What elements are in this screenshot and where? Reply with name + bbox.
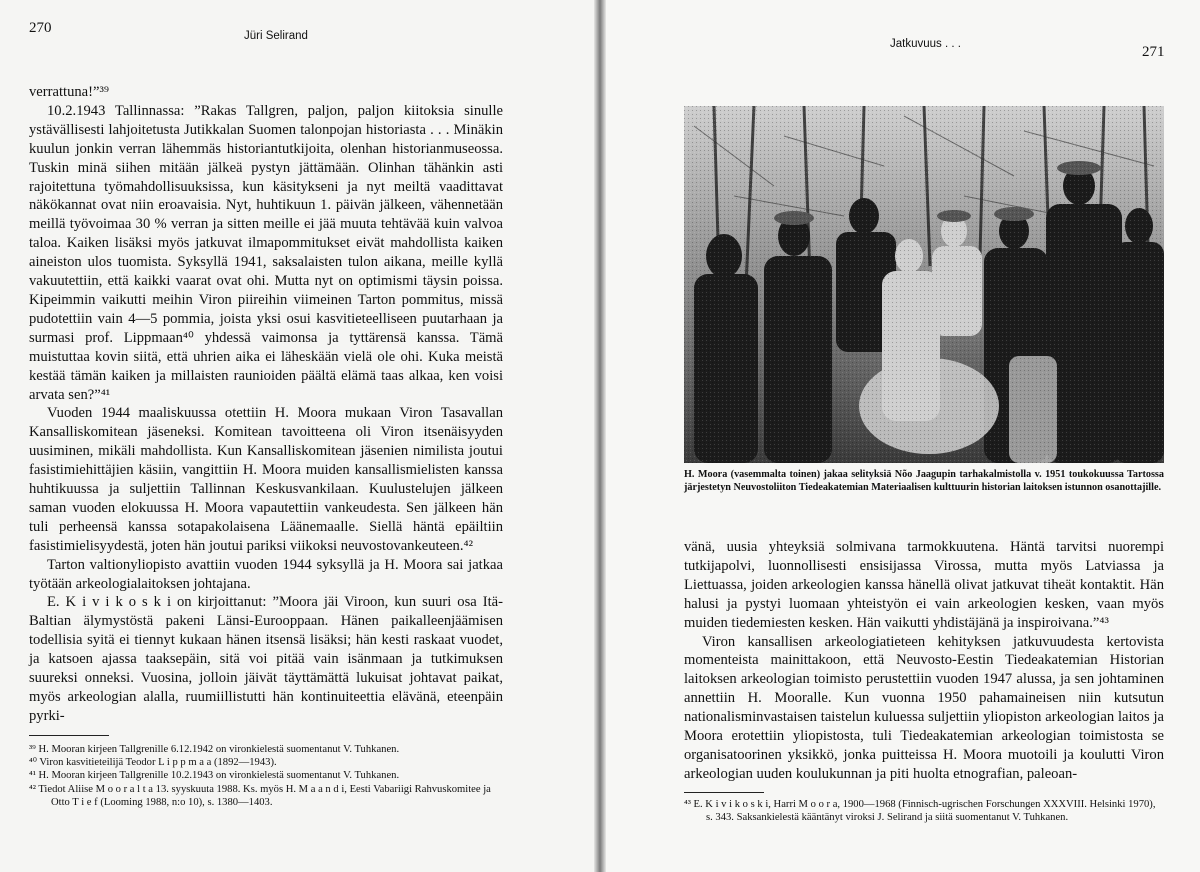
photo-caption: H. Moora (vasemmalta toinen) jakaa selityksiä Nõo Jaagupin tarhakalmistolla v. 1951 toukokuussa Tartossa järjestetyn Neuvostoliiton Tiedeakatemian Materiaalisen kulttuurin historian laitoksen istunnon osanottajille. (684, 469, 1164, 493)
footnote-rule (29, 735, 109, 736)
running-head: Jüri Selirand (244, 30, 308, 42)
paragraph: Vuoden 1944 maaliskuussa otettiin H. Moora mukaan Viron Tasavallan Kansalliskomitean jäseneksi. Komitean tavoitteena oli Viron itsenäisyyden uusiminen, mikäli mahdollista. Kun Kansalliskomitean jäsenien nimilista joutui fasistimiehittäjien käsiin, vangittiin H. Moora muiden kansallismielisten kanssa huhtikuussa ja suljettiin Tallinnan Keskusvankilaan. Kuulustelujen jälkeen saman vuoden elokuussa H. Moora vapautettiin vankeudesta. Sen jälkeen hän tuli perheensä kanssa sotapakolaisena Läänemaalle. Siellä häntä epäiltiin fasistimielisyydestä, joten hän joutui pariksi viikoksi neuvostovankeuteen.⁴² (29, 405, 503, 554)
page-number: 271 (1142, 44, 1165, 60)
footnote: ⁴³ E. K i v i k o s k i, Harri M o o r a, 1900—1968 (Finnisch-ugrischen Forschungen XXXVIII. Helsinki 1970), s. 343. Saksankielestä kääntänyt viroksi J. Selirand ja siitä suomentanut V. Tuhkanen. (684, 799, 1156, 824)
left-page (0, 0, 598, 872)
paragraph: vänä, uusia yhteyksiä solmivana tarmokkuutena. Häntä tarvitsi nuorempi tutkijapolvi, luonnollisesti ensisijassa Virossa, mutta myös Latviassa ja Liettuassa, joiden arkeologien kanssa hänellä olivat jatkuvat tiheät kontaktit. Hän halusi ja pystyi luomaan yhteistyön ei vain arkeologien kesken, vaan myös muiden tiedemiesten kesken. Hän vaikutti yhdistäjänä ja inspiroivana.”⁴³ (684, 539, 1164, 631)
running-head: Jatkuvuus . . . (890, 38, 961, 50)
paragraph: 10.2.1943 Tallinnassa: ”Rakas Tallgren, paljon, paljon kiitoksia sinulle ystävällisesti lahjoitetusta Jutikkalan Suomen talonpojan historiasta . . . Minäkin kuulun jonkin verran lähemmäs historiantutkijoita, olenhan historianmuseossa. Tuskin minä siihen mitään jälkeä pystyn jättämään. Olinhan tähänkin asti rajoitettuna työmahdollisuuksissa, kun käsitykseni ja nyt meiltä vaadittavat näkökannat ovat niin eroavaisia. Nyt, huhtikuun 1. päivän jälkeen, vähennetään meillä työvoimaa 30 % verran ja sitten meille ei jää muuta tehtävää kuin valvoa taloa. Kaiken lisäksi myös jatkuvat ilmapommitukset eivät mahdollista kaiken aineiston ulos tuomista. Syksyllä 1941, saksalaisten tulon aikana, meille kyllä vakuutettiin, että kaikki vaarat ovat ohi. Mutta nyt on optimismi täysin poissa. Kipeimmin vaikutti meihin Viron piireihin viimeinen Tarton pommitus, missä pudotettiin vain 4—5 pommia, joista yksi osui kasvitieteelliseen puutarhaan ja surmasi prof. Lippmaan⁴⁰ yhdessä vaimonsa ja tyttärensä kanssa. Tämä muistuttaa kovin siitä, että uhrien aika ei läheskään vielä ole ohi. Kuka meistä kestää tämän kaiken ja millaisten raunioiden päältä elämä taas alkaa, ken voisi arvata sen?”⁴¹ (29, 102, 503, 403)
footnote: ³⁹ H. Mooran kirjeen Tallgrenille 6.12.1942 on vironkielestä suomentanut V. Tuhkanen. (29, 744, 400, 755)
footnote: ⁴² Tiedot Aliise M o o r a l t a 13. syyskuuta 1988. Ks. myös H. M a a n d i, Eesti Vabariigi Rahvuskomitee ja Otto T i e f (Looming 1988, n:o 10), s. 1380—1403. (29, 783, 491, 808)
footnote-rule (684, 792, 764, 793)
paragraph: verrattuna!”³⁹ (29, 84, 109, 100)
right-page (602, 0, 1200, 872)
footnote: ⁴¹ H. Mooran kirjeen Tallgrenille 10.2.1943 on vironkielestä suomentanut V. Tuhkanen. (29, 770, 400, 782)
left-body-text (29, 83, 503, 726)
left-footnotes (29, 743, 503, 809)
page-number: 270 (29, 20, 52, 36)
right-body-text (684, 538, 1164, 784)
footnote: ⁴⁰ Viron kasvitieteilijä Teodor L i p p m a a (1892—1943). (29, 757, 277, 769)
book-gutter (594, 0, 606, 872)
right-footnotes (684, 798, 1164, 824)
paragraph: E. K i v i k o s k i on kirjoittanut: ”Moora jäi Viroon, kun suuri osa Itä-Baltian älymystöstä pakeni Länsi-Eurooppaan. Hänen paikalleenjäämisen todellisia syitä ei tiennyt kukaan hänen itsensä lisäksi; hän kesti raskaat vuodet, ja katsoen ajassa taaksepäin, sitä voi pitää vain isänmaan ja tutkimuksen suureksi onneksi. Vuosina, jolloin jäivät täyttämättä lukuisat johtavat paikat, myös arkeologian alalla, ruumiillistutti hän kontinuiteettia elävänä, eteenpäin pyrki- (29, 594, 503, 724)
paragraph: Viron kansallisen arkeologiatieteen kehityksen jatkuvuudesta kertovista momenteista mainittakoon, että Neuvosto-Eestin Tiedeakatemian Historian laitoksen arkeologian toimisto perustettiin vuoden 1947 alussa, ja sen johtaminen annettiin H. Mooralle. Kun vuonna 1950 pahamaineisen niin kutsutun nationalisminvastaisen taistelun kuluessa suljettiin yliopiston arkeologian laitos ja Moora erotettiin yliopistosta, tuli Tiedeakatemian arkeologian toimistosta se organisatoorinen yksikkö, jonka puitteissa H. Moora muotoili ja koulutti Viron arkeologian uuden koulukunnan ja piti huolta etnografian, paleoan- (684, 633, 1164, 782)
photo-illustration (684, 106, 1164, 463)
group-photograph (684, 106, 1164, 463)
paragraph: Tarton valtionyliopisto avattiin vuoden 1944 syksyllä ja H. Moora sai jatkaa työtään arkeologialaitoksen johtajana. (29, 556, 503, 592)
